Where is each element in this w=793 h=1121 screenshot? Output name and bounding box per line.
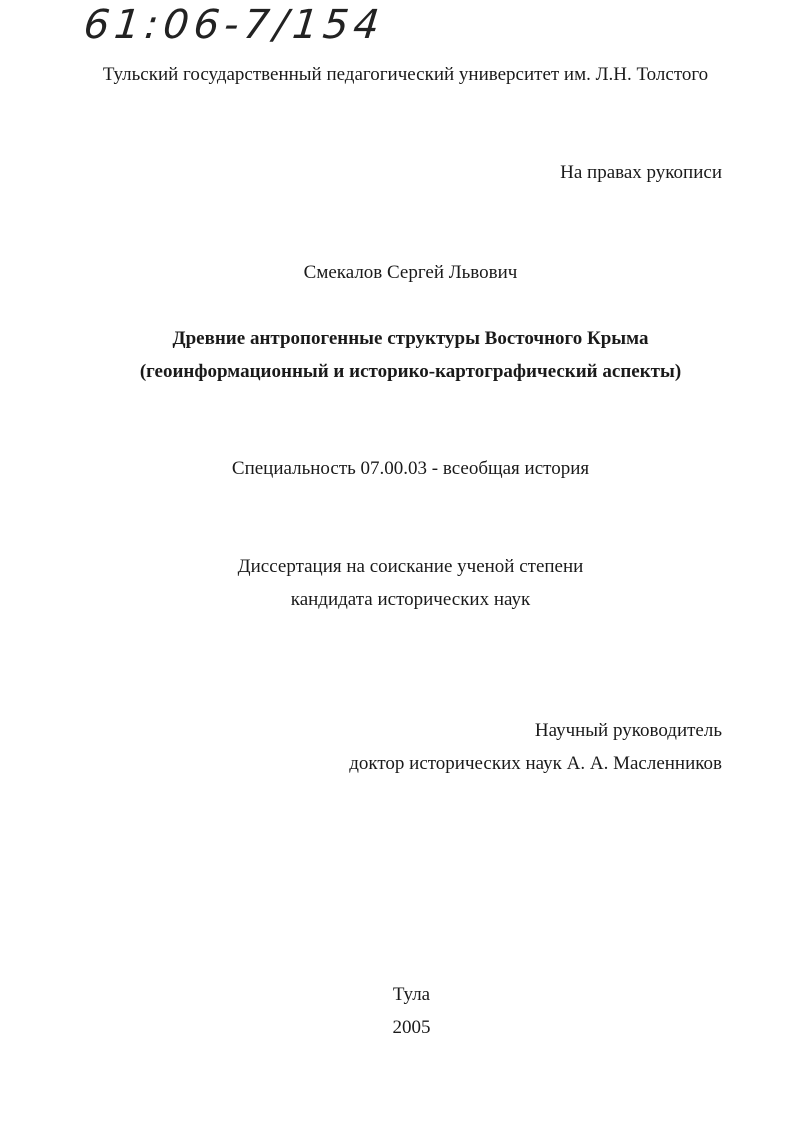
author-name: Смекалов Сергей Львович [303,262,518,283]
dissertation-title-line-2: (геоинформационный и историко-картографический аспекты) [139,361,682,382]
handwritten-catalog-code: 61:06-7/154 [81,2,387,48]
supervisor-name: доктор исторических наук А. А. Масленников [349,753,722,774]
specialty: Специальность 07.00.03 - всеобщая история [231,458,590,479]
year: 2005 [392,1017,431,1038]
manuscript-rights-note: На правах рукописи [560,162,722,183]
university-name: Тульский государственный педагогический университет им. Л.Н. Толстого [102,64,709,85]
dissertation-degree-line-1: Диссертация на соискание ученой степени [237,556,584,577]
dissertation-title-line-1: Древние антропогенные структуры Восточного Крыма [172,328,649,349]
supervisor-label: Научный руководитель [534,720,722,741]
dissertation-degree-line-2: кандидата исторических наук [290,589,531,610]
city: Тула [392,984,431,1005]
